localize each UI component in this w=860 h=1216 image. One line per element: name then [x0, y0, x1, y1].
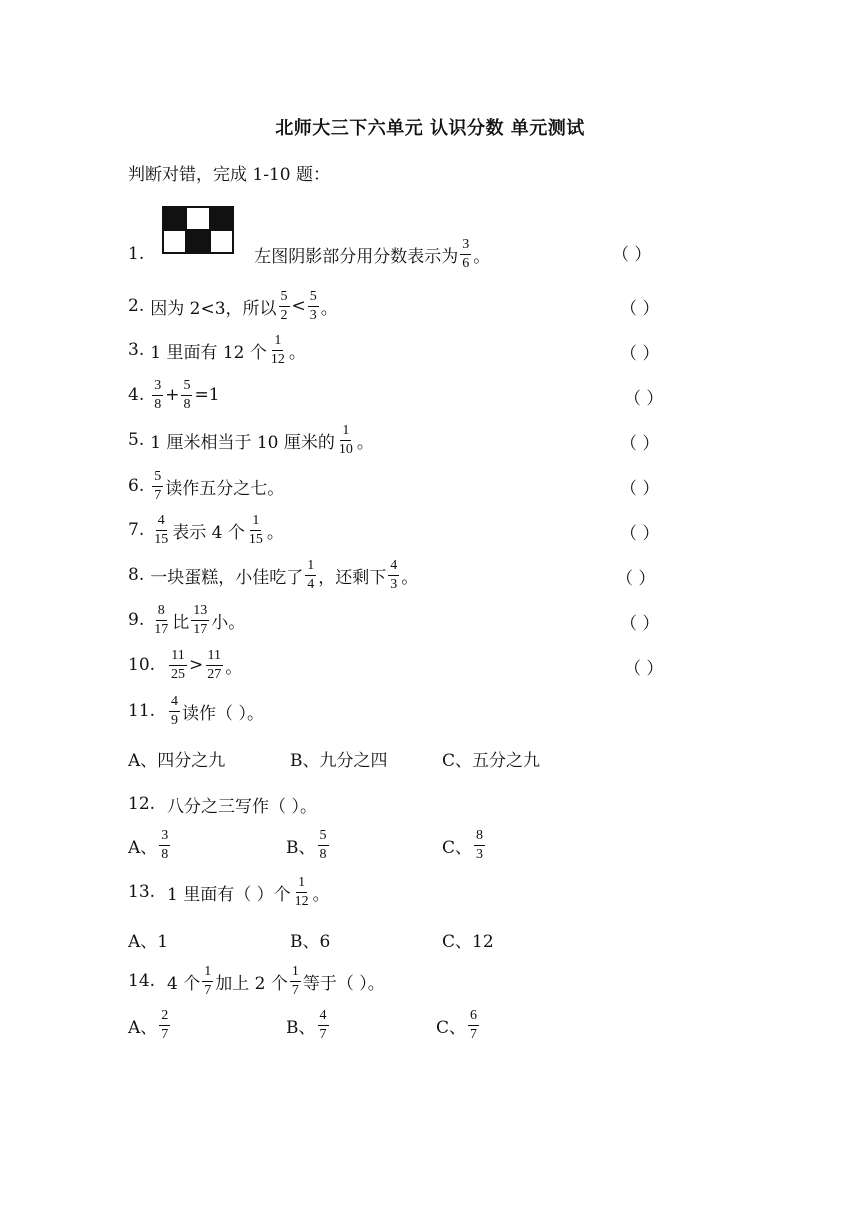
- fraction: [152, 469, 163, 504]
- option-a[interactable]: A、四分之九: [128, 751, 226, 771]
- question-number: 8.: [128, 565, 145, 585]
- question-number: 14.: [128, 971, 156, 991]
- denominator: 10: [338, 441, 353, 457]
- numerator: 5: [318, 828, 329, 846]
- answer-bracket[interactable]: （ ）: [616, 569, 656, 589]
- option-b[interactable]: B、九分之四: [290, 751, 388, 771]
- operator: <: [291, 296, 306, 316]
- option-c[interactable]: [436, 1008, 481, 1043]
- option-c[interactable]: C、12: [442, 932, 494, 952]
- denominator: 6: [462, 255, 470, 271]
- denominator: 7: [154, 487, 162, 503]
- fraction: [337, 423, 355, 458]
- denominator: 4: [307, 576, 315, 592]
- question-text: 1 厘米相当于 10 厘米的: [150, 432, 335, 453]
- question-number: 6.: [128, 476, 145, 496]
- denominator: 17: [193, 621, 208, 637]
- numerator: 11: [206, 648, 223, 666]
- denominator: 8: [319, 847, 327, 862]
- question-end: 等于（ ）。: [302, 973, 385, 994]
- fraction: [159, 828, 170, 863]
- numerator: 1: [290, 964, 301, 982]
- option-label: B、: [286, 838, 316, 858]
- numerator: 2: [159, 1008, 170, 1026]
- question-text: 读作五分之七。: [165, 478, 285, 499]
- question-text: 比: [172, 612, 190, 633]
- option-label: A、: [128, 1018, 158, 1038]
- denominator: 9: [171, 712, 179, 728]
- numerator: 1: [305, 558, 316, 576]
- question-6: [128, 464, 284, 508]
- question-13: [128, 870, 330, 914]
- numerator: 1: [272, 333, 283, 351]
- question-text: 4 个: [167, 973, 201, 994]
- question-number: 11.: [128, 701, 156, 721]
- question-number: 10.: [128, 655, 156, 675]
- question-text: 八分之三写作（ ）。: [167, 796, 317, 817]
- fraction: [318, 828, 329, 863]
- numerator: 1: [340, 423, 351, 441]
- answer-bracket[interactable]: （ ）: [612, 245, 652, 265]
- numerator: 4: [388, 558, 399, 576]
- numerator: 3: [152, 378, 163, 396]
- fraction: [305, 558, 316, 593]
- option-b[interactable]: [286, 828, 331, 863]
- numerator: 5: [181, 378, 192, 396]
- numerator: 5: [152, 469, 163, 487]
- numerator: 13: [191, 603, 209, 621]
- answer-bracket[interactable]: （ ）: [620, 524, 660, 544]
- question-text: ，还剩下: [318, 567, 387, 588]
- fraction: [152, 378, 163, 413]
- numerator: 1: [202, 964, 213, 982]
- fraction: [191, 603, 209, 638]
- grid-cell-shaded: [210, 207, 233, 230]
- page-title: 北师大三下六单元 认识分数 单元测试: [275, 118, 585, 139]
- option-b[interactable]: B、6: [290, 932, 331, 952]
- denominator: 15: [248, 531, 263, 547]
- numerator: 8: [474, 828, 485, 846]
- numerator: 1: [250, 513, 261, 531]
- fraction: [159, 1008, 170, 1043]
- question-end: 。: [473, 246, 491, 267]
- numerator: 4: [169, 694, 180, 712]
- fraction: [474, 828, 485, 863]
- option-label: A、: [128, 838, 158, 858]
- question-end: 。: [356, 432, 374, 453]
- numerator: 5: [279, 289, 290, 307]
- question-10: [128, 643, 242, 687]
- question-number: 7.: [128, 520, 145, 540]
- question-text: 表示 4 个: [172, 522, 245, 543]
- question-5: [128, 418, 374, 462]
- answer-bracket[interactable]: （ ）: [620, 614, 660, 634]
- denominator: 3: [476, 847, 484, 862]
- fraction: [279, 289, 290, 324]
- question-end: 。: [288, 342, 306, 363]
- answer-bracket[interactable]: （ ）: [620, 299, 660, 319]
- numerator: 3: [159, 828, 170, 846]
- question-7: [128, 508, 284, 552]
- question-11: [128, 689, 264, 733]
- option-a[interactable]: [128, 828, 172, 863]
- fraction: [318, 1008, 329, 1043]
- numerator: 1: [296, 875, 307, 893]
- numerator: 4: [318, 1008, 329, 1026]
- fraction: [181, 378, 192, 413]
- question-number: 3.: [128, 340, 145, 360]
- option-a[interactable]: A、1: [128, 932, 169, 952]
- denominator: 25: [171, 666, 186, 682]
- denominator: 8: [161, 847, 169, 862]
- fraction: [169, 694, 180, 729]
- question-9: [128, 598, 245, 642]
- fraction: [468, 1008, 479, 1043]
- denominator: 7: [204, 982, 212, 998]
- answer-bracket[interactable]: （ ）: [624, 389, 664, 409]
- denominator: 3: [390, 576, 398, 592]
- denominator: 15: [154, 531, 169, 547]
- question-number: 5.: [128, 430, 145, 450]
- option-c[interactable]: [442, 828, 487, 863]
- answer-bracket[interactable]: （ ）: [620, 344, 660, 364]
- numerator: 5: [308, 289, 319, 307]
- numerator: 4: [156, 513, 167, 531]
- denominator: 2: [280, 307, 288, 323]
- denominator: 8: [183, 396, 191, 412]
- denominator: 27: [207, 666, 222, 682]
- question-text: 加上 2 个: [215, 973, 288, 994]
- grid-cell: [186, 207, 209, 230]
- question-number: 9.: [128, 610, 145, 630]
- question-text: 1 里面有 12 个: [150, 342, 267, 363]
- question-3: [128, 328, 306, 372]
- question-end: 。: [225, 657, 243, 678]
- question-end: 小。: [211, 612, 246, 633]
- question-text: 一块蛋糕，小佳吃了: [150, 567, 304, 588]
- grid-cell-shaded: [163, 207, 186, 230]
- denominator: 7: [319, 1027, 327, 1042]
- question-number: 12.: [128, 794, 156, 814]
- question-text: 因为 2<3，所以: [150, 298, 277, 319]
- question-text: 1 里面有（ ）个: [167, 884, 291, 905]
- fraction: [308, 289, 319, 324]
- operator: >: [189, 655, 204, 675]
- fraction: [269, 333, 287, 368]
- fraction: [202, 964, 213, 999]
- question-4: [128, 373, 220, 417]
- denominator: 3: [309, 307, 317, 323]
- numerator: 3: [460, 237, 471, 255]
- option-label: C、: [436, 1018, 467, 1038]
- denominator: 7: [161, 1027, 169, 1042]
- fraction: [460, 237, 471, 272]
- answer-bracket[interactable]: （ ）: [620, 479, 660, 499]
- question-number: 1.: [128, 244, 145, 264]
- question-end: 。: [320, 298, 338, 319]
- numerator: 11: [169, 648, 186, 666]
- question-end: 。: [266, 522, 284, 543]
- option-b[interactable]: [286, 1008, 331, 1043]
- answer-bracket[interactable]: （ ）: [620, 434, 660, 454]
- fraction: [247, 513, 265, 548]
- question-text: 左图阴影部分用分数表示为: [254, 246, 459, 267]
- option-label: C、: [442, 838, 473, 858]
- question-end: 。: [401, 567, 419, 588]
- denominator: 8: [154, 396, 162, 412]
- question-end: =1: [194, 385, 220, 405]
- question-number: 2.: [128, 296, 145, 316]
- option-a[interactable]: [128, 1008, 172, 1043]
- denominator: 12: [294, 893, 309, 909]
- question-number: 13.: [128, 882, 156, 902]
- question-14: [128, 959, 385, 1003]
- option-label: B、: [286, 1018, 316, 1038]
- numerator: 8: [156, 603, 167, 621]
- question-12: [128, 782, 317, 826]
- denominator: 7: [470, 1027, 478, 1042]
- fraction: [293, 875, 311, 910]
- option-c[interactable]: C、五分之九: [442, 751, 541, 771]
- question-8: [128, 553, 418, 597]
- fraction: [388, 558, 399, 593]
- fraction: [290, 964, 301, 999]
- operator: +: [165, 385, 180, 405]
- answer-bracket[interactable]: （ ）: [624, 659, 664, 679]
- numerator: 6: [468, 1008, 479, 1026]
- fraction: [152, 603, 170, 638]
- denominator: 12: [270, 351, 285, 367]
- fraction: [169, 648, 187, 683]
- question-end: 。: [312, 884, 330, 905]
- question-text: 读作（ ）。: [182, 703, 264, 724]
- instruction: 判断对错，完成 1-10 题：: [128, 165, 330, 185]
- denominator: 7: [291, 982, 299, 998]
- question-2: [128, 284, 338, 328]
- fraction: [152, 513, 170, 548]
- question-number: 4.: [128, 385, 145, 405]
- question-1: [128, 232, 490, 276]
- fraction: [205, 648, 223, 683]
- denominator: 17: [154, 621, 169, 637]
